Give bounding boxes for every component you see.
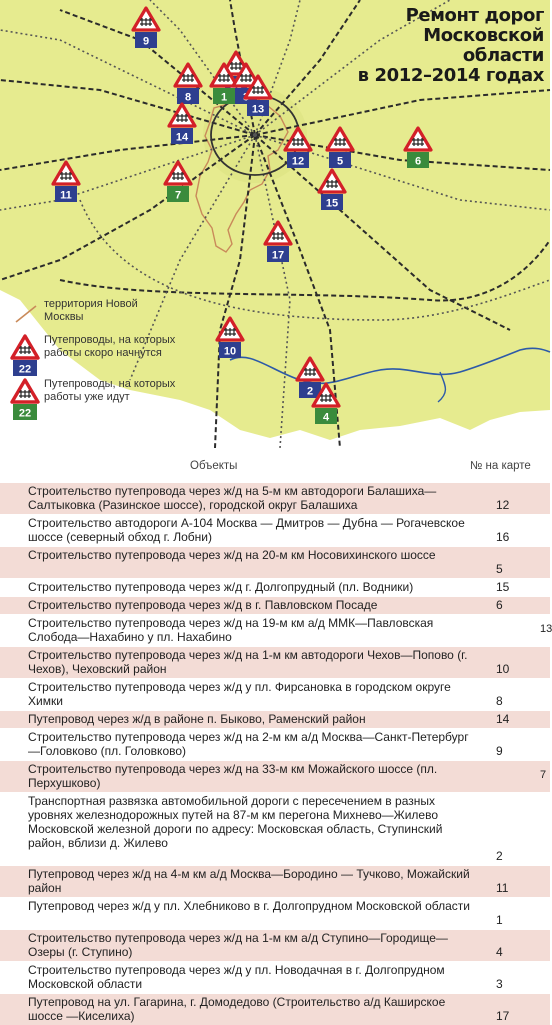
marker-number: 9 [142,35,150,48]
row-map-number: 6 [496,598,503,612]
map-marker-5 [326,126,354,170]
marker-number: 13 [251,103,265,116]
map-marker-17 [264,220,292,264]
map-marker-14 [168,102,196,146]
row-map-number: 15 [496,580,510,594]
title-line: области [462,45,544,66]
row-object-name: Строительство путепровода через ж/д на 19-м км а/д ММК—Павловская Слобода—Нахабино у пл. Нахабино [28,616,434,644]
railway-crossing-sign-icon [216,316,244,360]
table-row [0,929,550,961]
title-line: Московской [423,25,544,46]
railway-crossing-sign-icon [244,74,272,118]
row-map-number: 3 [496,977,503,991]
header-objects: Объекты [190,460,238,472]
legend-upcoming-label: Путепроводы, на которых работы скоро начнутся [44,334,176,359]
row-map-number: 12 [496,498,510,512]
railway-crossing-sign-icon [164,160,192,204]
svg-text:22: 22 [18,407,32,420]
row-map-number-offset: 13 [540,623,552,635]
table-row [0,760,550,792]
table-row [0,897,550,929]
legend-ongoing-label: Путепроводы, на которых работы уже идут [44,378,176,403]
marker-number: 10 [223,345,237,358]
marker-number: 15 [325,197,339,210]
marker-number: 17 [271,249,285,262]
map-marker-11 [52,160,80,204]
railway-crossing-sign-icon [52,160,80,204]
row-map-number: 1 [496,913,503,927]
railway-crossing-sign-icon [326,126,354,170]
marker-number: 1 [220,91,228,104]
ongoing-sign-icon [10,378,40,427]
svg-text:22: 22 [18,363,32,376]
map-marker-8 [174,62,202,106]
map-marker-9 [132,6,160,50]
marker-number: 11 [60,189,72,202]
row-map-number: 14 [496,712,510,726]
marker-number: 6 [414,155,422,168]
table-rows [0,482,550,1025]
legend-new-moscow [4,298,204,334]
row-object-name: Строительство путепровода через ж/д на 33-м км Можайского шоссе (пл. Перхушково) [28,762,438,790]
row-map-number: 11 [496,881,509,895]
railway-crossing-sign-icon [168,102,196,146]
table-row [0,865,550,897]
railway-crossing-sign-icon [132,6,160,50]
map-marker-4 [312,382,340,426]
railway-crossing-sign-icon [404,126,432,170]
row-object-name: Строительство путепровода через ж/д на 1-м км а/д Ступино—Городище—Озеры (г. Ступино) [28,931,448,959]
title-line: Ремонт дорог [405,5,544,26]
row-object-name: Строительство путепровода через ж/д у пл. Фирсановка в городском округе Химки [28,680,451,708]
marker-number: 5 [336,155,344,168]
row-map-number: 4 [496,945,503,959]
marker-number: 14 [175,131,189,144]
legend-new-moscow-label: территория Новой Москвы [44,298,138,323]
region-map [0,0,550,448]
row-object-name: Путепровод на ул. Гагарина, г. Домодедово (Строительство а/д Каширское шоссе —Киселиха) [28,995,446,1023]
table-row [0,710,550,728]
table-row [0,961,550,993]
table-row [0,546,550,578]
row-object-name: Строительство путепровода через ж/д у пл. Новодачная в г. Долгопрудном Московской области [28,963,445,991]
marker-number: 4 [322,411,330,424]
title-line: в 2012–2014 годах [357,65,544,86]
map-marker-13 [244,74,272,118]
table-row [0,792,550,865]
row-object-name: Строительство путепровода через ж/д на 2-м км а/д Москва—Санкт-Петербург—Головково (пл. Головково) [28,730,469,758]
legend-ongoing [4,378,204,422]
table-row [0,482,550,514]
table-row [0,578,550,596]
upcoming-sign-icon [10,334,40,383]
map-legend [4,298,204,422]
railway-crossing-sign-icon [264,220,292,264]
row-map-number: 17 [496,1009,510,1023]
marker-number: 8 [184,91,192,104]
railway-crossing-sign-icon [284,126,312,170]
map-marker-7 [164,160,192,204]
marker-number: 12 [291,155,305,168]
map-marker-10 [216,316,244,360]
table-row [0,596,550,614]
row-map-number: 9 [496,744,503,758]
map-title [344,6,544,86]
row-object-name: Строительство путепровода через ж/д г. Долгопрудный (пл. Водники) [28,580,414,594]
railway-crossing-sign-icon [312,382,340,426]
row-map-number: 10 [496,662,510,676]
row-object-name: Строительство путепровода через ж/д на 5-м км автодороги Балашиха—Салтыковка (Разинское шоссе), городской округ Балашиха [28,484,437,512]
row-object-name: Путепровод через ж/д на 4-м км а/д Москва—Бородино — Тучково, Можайский район [28,867,470,895]
row-map-number-offset: 7 [540,769,547,781]
row-map-number: 2 [496,849,503,863]
header-number: № на карте [470,460,531,472]
row-object-name: Путепровод через ж/д у пл. Хлебниково в г. Долгопрудном Московской области [28,899,470,913]
objects-table [0,452,552,1023]
row-object-name: Строительство путепровода через ж/д на 20-м км Носовихинского шоссе [28,548,436,562]
row-object-name: Транспортная развязка автомобильной дороги с пересечением в разных уровнях железнодорожных путей на 87-м км перегона Михнево—Жилево Московской железной дороги по адресу: Московская область, Ступинский район, вблизи д. Жилево [28,794,443,850]
row-object-name: Путепровод через ж/д в районе п. Быково, Раменский район [28,712,366,726]
railway-crossing-sign-icon [318,168,346,212]
row-map-number: 16 [496,530,510,544]
table-row [0,728,550,760]
table-row [0,646,550,678]
border-line-icon [14,304,40,324]
railway-crossing-sign-icon [174,62,202,106]
row-object-name: Строительство автодороги А-104 Москва — Дмитров — Дубна — Рогачевское шоссе (северный обход г. Лобни) [28,516,465,544]
legend-upcoming [4,334,204,378]
map-marker-15 [318,168,346,212]
row-object-name: Строительство путепровода через ж/д на 1-м км автодороги Чехов—Попово (г. Чехов), Чеховский район [28,648,468,676]
table-row [0,678,550,710]
table-row [0,614,550,646]
row-object-name: Строительство путепровода через ж/д в г. Павловском Посаде [28,598,378,612]
table-row [0,514,550,546]
row-map-number: 5 [496,562,503,576]
marker-number: 2 [306,385,314,398]
table-header [0,452,550,482]
map-marker-6 [404,126,432,170]
marker-number: 7 [174,189,182,202]
table-row [0,993,550,1025]
row-map-number: 8 [496,694,503,708]
map-marker-12 [284,126,312,170]
